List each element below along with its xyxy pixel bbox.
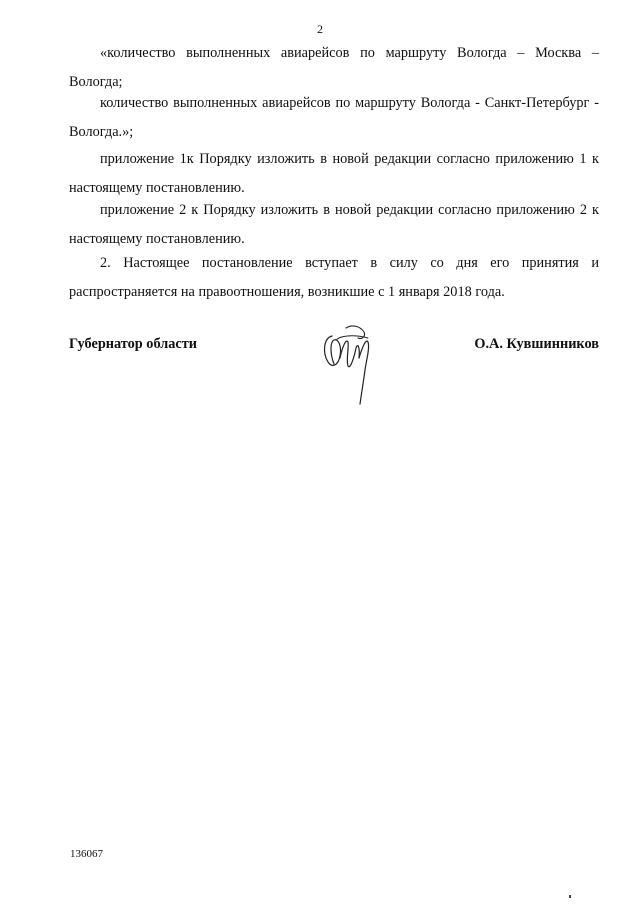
document-code: 136067 (70, 848, 103, 860)
paragraph-flights-spb: количество выполненных авиарейсов по маршруту Вологда - Санкт-Петербург - Вологда.»; (69, 95, 599, 140)
paragraph-appendix-2: приложение 2 к Порядку изложить в новой редакции согласно приложению 2 к настоящему постановлению. (69, 202, 599, 247)
page-number: 2 (317, 22, 323, 36)
paragraph-flights-moscow: «количество выполненных авиарейсов по маршруту Вологда – Москва – Вологда; (69, 45, 599, 90)
paragraph-effective-date: 2. Настоящее постановление вступает в силу со дня его принятия и распространяется на правоотношения, возникшие с 1 января 2018 года. (69, 255, 599, 300)
handwritten-signature (318, 318, 382, 406)
paragraph-appendix-1: приложение 1к Порядку изложить в новой редакции согласно приложению 1 к настоящему постановлению. (69, 151, 599, 196)
scan-mark (569, 895, 571, 898)
signatory-title: Губернатор области (69, 336, 198, 352)
signatory-name: О.А. Кувшинников (474, 336, 599, 352)
